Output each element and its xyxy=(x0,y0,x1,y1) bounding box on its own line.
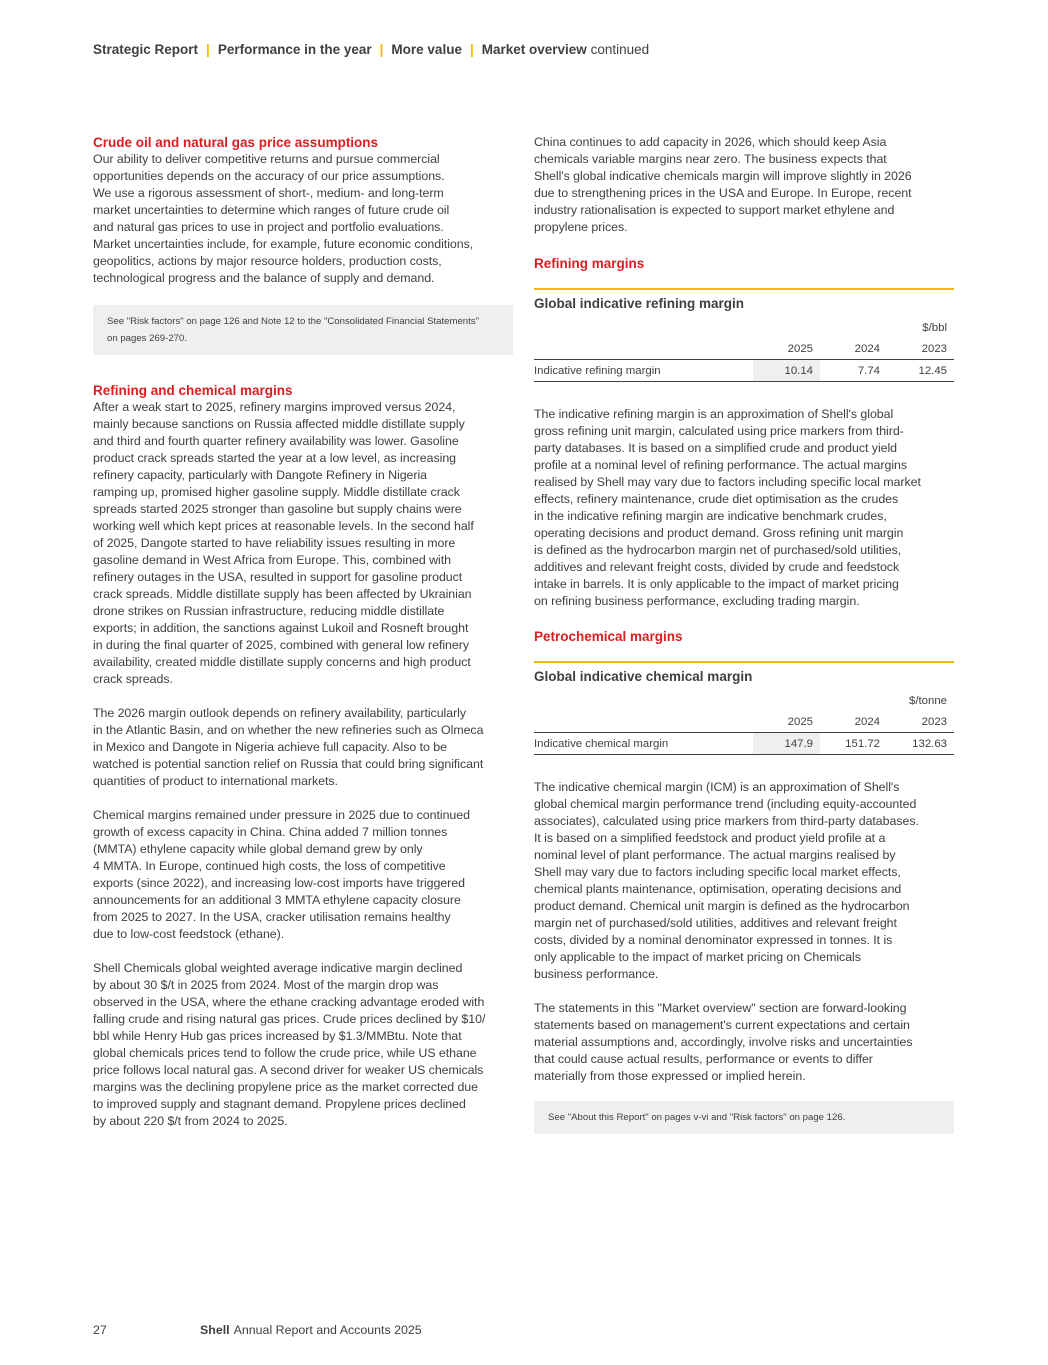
section-heading-refining-margins: Refining margins xyxy=(534,256,645,271)
year-column-header: 2025 xyxy=(787,342,813,355)
breadcrumb-market-overview[interactable]: Market overview xyxy=(481,42,587,57)
paragraph-margin-outlook: The 2026 margin outlook depends on refinery availability, particularly in the Atlantic Basin, and on whether the new refineries such as Olmeca in Mexico and Dangote in Nigeria achieve full capacity. Also to be watched is potential sanction relief on Russia that could bring significant quantities of product to international markets. xyxy=(93,706,484,788)
refining-table-header xyxy=(534,288,954,314)
value-cell: 7.74 xyxy=(820,360,887,382)
paragraph-refining-margin-definition: The indicative refining margin is an approximation of Shell's global gross refining unit margin, calculated using price markers from third- party databases. It is based on a simplified crude and product yield profile at a nominal level of refining performance. The actual margins realised by Shell may vary due to factors including specific local market effects, refinery maintenance, crude diet optimisation as the crudes in the indicative refining margin are indicative benchmark crudes, operating decisions and product demand. Gross refining unit margin is defined as the hydrocarbon margin net of purchased/sold utilities, additives and relevant freight costs, divided by crude and feedstock intake in barrels. It is only applicable to the impact of market pricing on refining business performance, excluding trading margin. xyxy=(534,407,921,608)
table-row xyxy=(534,360,954,382)
paragraph-refinery-margins: After a weak start to 2025, refinery margins improved versus 2024, mainly because sanctions on Russia affected middle distillate supply and third and fourth quarter refinery availability was lower. Gasoline product crack spreads started the year at a low level, as increasing refinery capacity, particularly with Dangote Refinery in Nigeria ramping up, promised higher gasoline supply. Middle distillate crack spreads started 2025 stronger than gasoline but supply chains were working well which kept prices at reasonable levels. In the second half of 2025, Dangote started to have reliability issues resulting in more gasoline demand in West Africa from Europe. This, combined with refinery outages in the USA, resulted in support for gasoline product crack spreads. Middle distillate supply has been affected by Ukrainian drone strikes on Russian infrastructure, reducing middle distillate exports; in addition, the sanctions against Lukoil and Rosneft brought in during the final quarter of 2025, combined with general low refinery availability, created middle distillate supply concerns and high product crack spreads. xyxy=(93,400,474,686)
paragraph-chemical-margins: Chemical margins remained under pressure in 2025 due to continued growth of excess capacity in China. China added 7 million tonnes (MMTA) ethylene capacity while global demand grew by only 4 MMTA. In Europe, continued high costs, the loss of competitive exports (since 2022), and increasing low-cost imports have triggered announcements for an additional 3 MMTA ethylene capacity closure from 2025 to 2027. In the USA, cracker utilisation remains healthy due to low-cost feedstock (ethane). xyxy=(93,808,470,941)
paragraph-forward-looking: The statements in this "Market overview" section are forward-looking statements based on management's current expectations and certain material assumptions and, accordingly, involve risks and uncertainties that could cause actual results, performance or events to differ materially from those expressed or implied herein. xyxy=(534,1001,913,1083)
cross-reference-note: See "About this Report" on pages v-vi and "Risk factors" on page 126. xyxy=(534,1101,954,1134)
year-column-header: 2024 xyxy=(854,342,880,355)
breadcrumb-separator: | xyxy=(469,42,474,57)
paragraph-china-capacity: China continues to add capacity in 2026, which should keep Asia chemicals variable margins near zero. The business expects that Shell's global indicative chemicals margin will improve slightly in 2026 due to strengthening prices in the USA and Europe. In Europe, recent industry rationalisation is expected to support market ethylene and propylene prices. xyxy=(534,135,912,234)
table-row xyxy=(534,733,954,755)
section-heading-refining-chemical: Refining and chemical margins xyxy=(93,383,293,398)
breadcrumb-more-value[interactable]: More value xyxy=(391,42,462,57)
left-column xyxy=(93,134,513,1130)
year-column-header: 2023 xyxy=(921,715,947,728)
breadcrumb-continued: continued xyxy=(590,42,650,57)
refining-table-title: Global indicative refining margin xyxy=(534,296,745,311)
chemical-unit: $/tonne xyxy=(908,694,947,707)
value-cell: 151.72 xyxy=(820,733,887,755)
cross-reference-note: See "Risk factors" on page 126 and Note 12 to the "Consolidated Financial Statements" on pages 269-270. xyxy=(93,305,513,355)
chemical-table-header xyxy=(534,661,954,687)
breadcrumb xyxy=(93,42,649,57)
refining-margin-table xyxy=(534,317,954,382)
page-number: 27 xyxy=(93,1323,107,1337)
paragraph-icm-definition: The indicative chemical margin (ICM) is an approximation of Shell's global chemical margin performance trend (including equity-accounted associates), calculated using price markers from third-party databases. It is based on a simplified feedstock and product yield profile at a nominal level of plant performance. The actual margins realised by Shell may vary due to factors including specific local market effects, chemical plants maintenance, optimisation, operating decisions and product demand. Chemical unit margin is defined as the hydrocarbon margin net of purchased/sold utilities, additives and relevant freight costs, divided by a nominal denominator expressed in tonnes. It is only applicable to the impact of market pricing on Chemicals business performance. xyxy=(534,780,919,981)
section-heading-petrochemical-margins: Petrochemical margins xyxy=(534,629,683,644)
report-title: Annual Report and Accounts 2025 xyxy=(233,1323,422,1337)
breadcrumb-separator: | xyxy=(206,42,210,57)
year-column-header: 2025 xyxy=(787,715,813,728)
year-column-header: 2024 xyxy=(854,715,880,728)
row-label: Indicative refining margin xyxy=(534,360,753,382)
section-heading-price-assumptions: Crude oil and natural gas price assumptions xyxy=(93,135,379,150)
breadcrumb-separator: | xyxy=(379,42,384,57)
footer-title xyxy=(200,1323,422,1337)
row-label: Indicative chemical margin xyxy=(534,733,753,755)
value-cell: 12.45 xyxy=(887,360,954,382)
chemical-table-title: Global indicative chemical margin xyxy=(534,669,753,684)
value-cell: 132.63 xyxy=(887,733,954,755)
value-cell: 147.9 xyxy=(753,733,820,755)
right-column xyxy=(534,134,954,1134)
paragraph-shell-chemicals: Shell Chemicals global weighted average indicative margin declined by about 30 $/t in 2025 from 2024. Most of the margin drop was observed in the USA, where the ethane cracking advantage eroded with falling crude and rising natural gas prices. Crude prices declined by $10/ bbl while Henry Hub gas prices increased by $1.3/MMBtu. Note that global chemicals prices tend to follow the crude price, while US ethane price follows local natural gas. A second driver for weaker US chemicals margins was the declining propylene price as the market corrected due to improved supply and stagnant demand. Propylene prices declined by about 220 $/t from 2024 to 2025. xyxy=(93,961,486,1128)
refining-unit: $/bbl xyxy=(922,321,947,334)
value-cell: 10.14 xyxy=(753,360,820,382)
chemical-margin-table xyxy=(534,690,954,755)
brand-name: Shell xyxy=(200,1323,230,1337)
breadcrumb-performance[interactable]: Performance in the year xyxy=(217,42,372,57)
breadcrumb-strategic-report[interactable]: Strategic Report xyxy=(93,42,199,57)
paragraph-price-assumptions: Our ability to deliver competitive returns and pursue commercial opportunities depends on the accuracy of our price assumptions. We use a rigorous assessment of short-, medium- and long-term market uncertainties to determine which ranges of future crude oil and natural gas prices to use in project and portfolio evaluations. Market uncertainties include, for example, future economic conditions, geopolitics, actions by major resource holders, production costs, technological progress and the balance of supply and demand. xyxy=(93,152,474,285)
year-column-header: 2023 xyxy=(921,342,947,355)
